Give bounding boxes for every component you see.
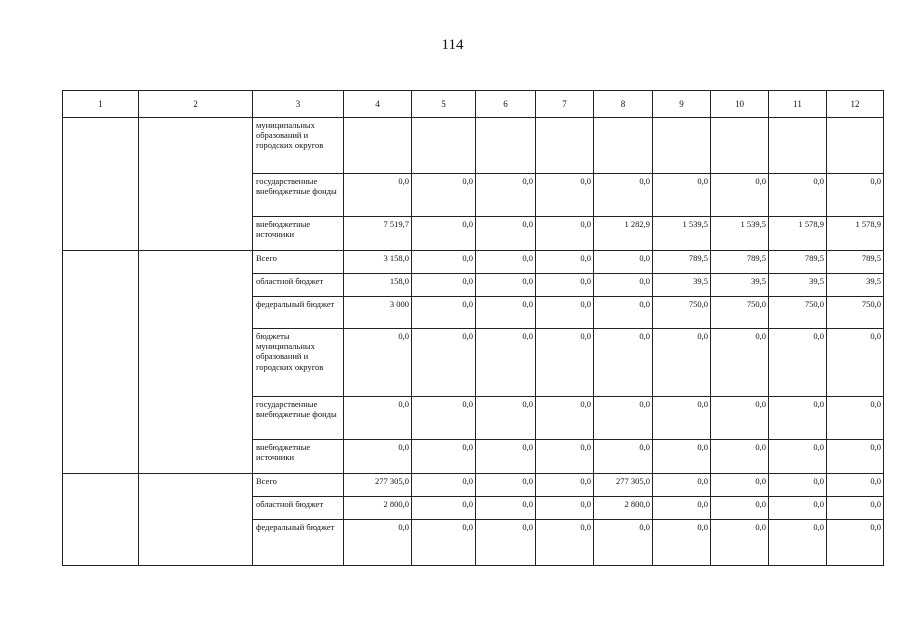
- value-cell: 789,5: [769, 251, 827, 274]
- value-cell: 39,5: [827, 274, 884, 297]
- value-cell: 750,0: [653, 297, 711, 329]
- funding-source-cell: федеральный бюджет: [253, 520, 344, 566]
- value-cell: 0,0: [711, 497, 769, 520]
- value-cell: 789,5: [827, 251, 884, 274]
- value-cell: 0,0: [653, 520, 711, 566]
- value-cell: 1 539,5: [653, 217, 711, 251]
- value-cell: 0,0: [476, 297, 536, 329]
- header-cell: 10: [711, 91, 769, 118]
- funding-source-cell: внебюджетные источники: [253, 217, 344, 251]
- value-cell: 0,0: [412, 251, 476, 274]
- funding-source-cell: государственные внебюджетные фонды: [253, 397, 344, 440]
- value-cell: 0,0: [476, 174, 536, 217]
- header-cell: 5: [412, 91, 476, 118]
- value-cell: 789,5: [653, 251, 711, 274]
- funding-source-cell: государственные внебюджетные фонды: [253, 174, 344, 217]
- value-cell: 7 519,7: [344, 217, 412, 251]
- value-cell: 0,0: [769, 474, 827, 497]
- value-cell: 0,0: [344, 397, 412, 440]
- header-cell: 7: [536, 91, 594, 118]
- value-cell: 0,0: [476, 474, 536, 497]
- value-cell: 0,0: [594, 251, 653, 274]
- activity-cell: [63, 251, 139, 474]
- value-cell: 0,0: [769, 520, 827, 566]
- value-cell: 0,0: [827, 497, 884, 520]
- funding-source-cell: бюджеты муниципальных образований и городских округов: [253, 329, 344, 397]
- value-cell: [653, 118, 711, 174]
- value-cell: 0,0: [344, 329, 412, 397]
- value-cell: 0,0: [711, 440, 769, 474]
- header-cell: 8: [594, 91, 653, 118]
- value-cell: 0,0: [476, 251, 536, 274]
- value-cell: 0,0: [653, 497, 711, 520]
- value-cell: 39,5: [653, 274, 711, 297]
- activity-cell: [63, 118, 139, 251]
- value-cell: 0,0: [536, 251, 594, 274]
- description-cell: [139, 251, 253, 474]
- value-cell: 0,0: [653, 397, 711, 440]
- value-cell: 0,0: [476, 520, 536, 566]
- value-cell: 750,0: [769, 297, 827, 329]
- header-cell: 9: [653, 91, 711, 118]
- value-cell: 0,0: [827, 440, 884, 474]
- value-cell: 0,0: [412, 274, 476, 297]
- activity-cell: [63, 474, 139, 566]
- value-cell: 0,0: [769, 440, 827, 474]
- value-cell: 0,0: [594, 329, 653, 397]
- value-cell: 0,0: [711, 397, 769, 440]
- value-cell: 0,0: [536, 174, 594, 217]
- value-cell: 3 000: [344, 297, 412, 329]
- header-cell: 11: [769, 91, 827, 118]
- value-cell: 0,0: [594, 274, 653, 297]
- value-cell: 1 539,5: [711, 217, 769, 251]
- value-cell: [344, 118, 412, 174]
- value-cell: 0,0: [536, 520, 594, 566]
- value-cell: 0,0: [476, 274, 536, 297]
- value-cell: 1 578,9: [827, 217, 884, 251]
- value-cell: 1 578,9: [769, 217, 827, 251]
- value-cell: 0,0: [536, 217, 594, 251]
- value-cell: 0,0: [476, 497, 536, 520]
- value-cell: 0,0: [412, 217, 476, 251]
- description-cell: [139, 474, 253, 566]
- value-cell: 0,0: [536, 474, 594, 497]
- funding-source-cell: Всего: [253, 474, 344, 497]
- value-cell: 0,0: [827, 174, 884, 217]
- funding-source-cell: областной бюджет: [253, 497, 344, 520]
- value-cell: 0,0: [711, 474, 769, 497]
- value-cell: 0,0: [594, 297, 653, 329]
- value-cell: 0,0: [412, 297, 476, 329]
- value-cell: [412, 118, 476, 174]
- value-cell: 158,0: [344, 274, 412, 297]
- value-cell: 277 305,0: [344, 474, 412, 497]
- budget-table: [62, 90, 884, 566]
- funding-source-cell: федеральный бюджет: [253, 297, 344, 329]
- value-cell: 0,0: [412, 329, 476, 397]
- page-number: 114: [441, 37, 464, 53]
- value-cell: 0,0: [412, 497, 476, 520]
- value-cell: 277 305,0: [594, 474, 653, 497]
- value-cell: 0,0: [769, 497, 827, 520]
- value-cell: 0,0: [594, 440, 653, 474]
- value-cell: 3 158,0: [344, 251, 412, 274]
- value-cell: 0,0: [476, 440, 536, 474]
- value-cell: 0,0: [412, 520, 476, 566]
- value-cell: 0,0: [594, 174, 653, 217]
- value-cell: 0,0: [827, 520, 884, 566]
- value-cell: 0,0: [536, 440, 594, 474]
- value-cell: 0,0: [653, 329, 711, 397]
- table-row: [63, 474, 884, 497]
- value-cell: 0,0: [412, 397, 476, 440]
- value-cell: 750,0: [711, 297, 769, 329]
- value-cell: 1 282,9: [594, 217, 653, 251]
- value-cell: 39,5: [769, 274, 827, 297]
- header-cell: 1: [63, 91, 139, 118]
- value-cell: 0,0: [769, 329, 827, 397]
- value-cell: 0,0: [536, 329, 594, 397]
- value-cell: 0,0: [536, 397, 594, 440]
- value-cell: [536, 118, 594, 174]
- value-cell: 0,0: [344, 174, 412, 217]
- header-cell: 12: [827, 91, 884, 118]
- value-cell: 2 800,0: [344, 497, 412, 520]
- value-cell: 0,0: [536, 274, 594, 297]
- value-cell: [711, 118, 769, 174]
- header-row: [63, 91, 884, 118]
- description-cell: [139, 118, 253, 251]
- header-cell: 6: [476, 91, 536, 118]
- header-cell: 3: [253, 91, 344, 118]
- header-cell: 2: [139, 91, 253, 118]
- value-cell: 0,0: [711, 329, 769, 397]
- value-cell: 0,0: [594, 397, 653, 440]
- funding-source-cell: муниципальных образований и городских округов: [253, 118, 344, 174]
- funding-source-cell: областной бюджет: [253, 274, 344, 297]
- value-cell: 39,5: [711, 274, 769, 297]
- value-cell: [827, 118, 884, 174]
- table-row: [63, 251, 884, 274]
- value-cell: 0,0: [412, 440, 476, 474]
- value-cell: 789,5: [711, 251, 769, 274]
- value-cell: 0,0: [769, 174, 827, 217]
- value-cell: 0,0: [653, 474, 711, 497]
- value-cell: 0,0: [827, 397, 884, 440]
- value-cell: 0,0: [769, 397, 827, 440]
- value-cell: 0,0: [653, 174, 711, 217]
- header-cell: 4: [344, 91, 412, 118]
- value-cell: 0,0: [711, 520, 769, 566]
- value-cell: [769, 118, 827, 174]
- table-row: [63, 118, 884, 174]
- value-cell: 0,0: [476, 217, 536, 251]
- value-cell: 0,0: [653, 440, 711, 474]
- funding-source-cell: внебюджетные источники: [253, 440, 344, 474]
- value-cell: 0,0: [711, 174, 769, 217]
- value-cell: 0,0: [412, 174, 476, 217]
- value-cell: 0,0: [412, 474, 476, 497]
- value-cell: 0,0: [476, 397, 536, 440]
- value-cell: 0,0: [827, 329, 884, 397]
- value-cell: 750,0: [827, 297, 884, 329]
- value-cell: 0,0: [344, 520, 412, 566]
- value-cell: 0,0: [536, 297, 594, 329]
- value-cell: [476, 118, 536, 174]
- value-cell: 2 800,0: [594, 497, 653, 520]
- value-cell: 0,0: [536, 497, 594, 520]
- funding-source-cell: Всего: [253, 251, 344, 274]
- value-cell: 0,0: [344, 440, 412, 474]
- value-cell: 0,0: [476, 329, 536, 397]
- value-cell: [594, 118, 653, 174]
- value-cell: 0,0: [827, 474, 884, 497]
- value-cell: 0,0: [594, 520, 653, 566]
